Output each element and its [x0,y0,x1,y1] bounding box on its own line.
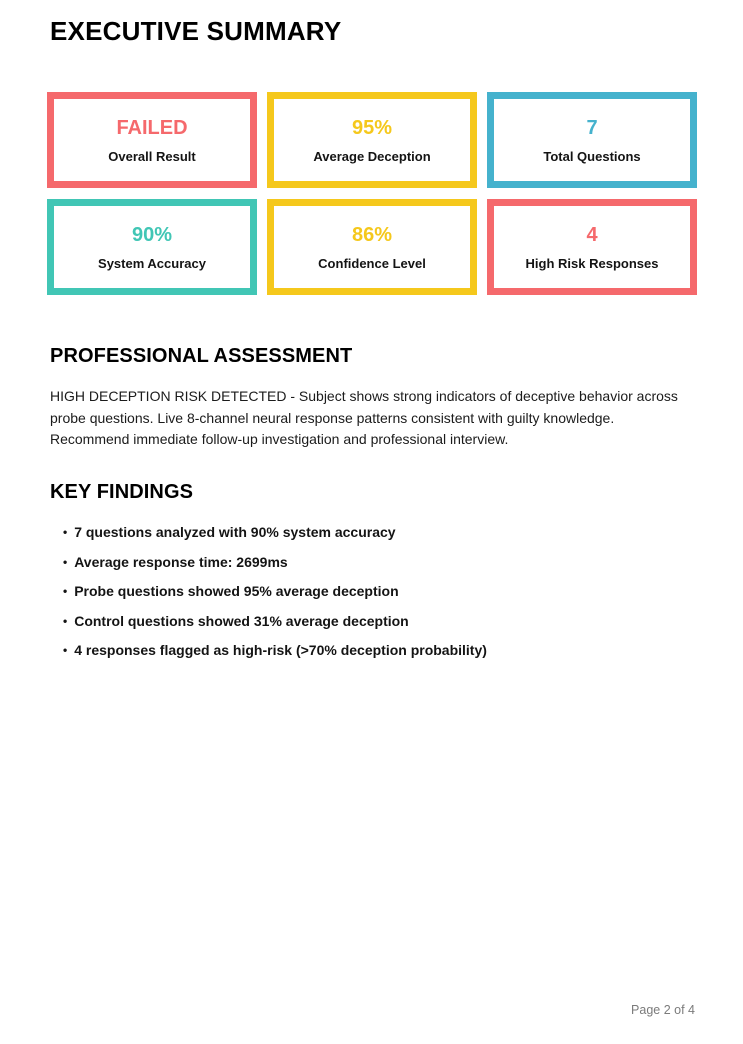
stat-label: Overall Result [108,148,196,164]
stat-value: 7 [586,116,598,139]
stat-card-overall-result [47,92,257,188]
stat-card-confidence-level [267,199,477,295]
stat-label: Confidence Level [318,255,426,271]
page-number: Page 2 of 4 [631,1003,695,1017]
page-title: EXECUTIVE SUMMARY [50,16,342,46]
finding-item: • 4 responses flagged as high-risk (>70% deception probability) [63,642,683,660]
stat-value: 86% [351,223,393,246]
stat-card-system-accuracy [47,199,257,295]
assessment-body-text: HIGH DECEPTION RISK DETECTED - Subject shows strong indicators of deceptive behavior across probe questions. Live 8-channel neural response patterns consistent with guilty knowledge. Recommend immediate follow-up investigation and professional interview. [50,388,678,447]
stat-label: System Accuracy [98,255,206,271]
stat-label: High Risk Responses [525,255,659,271]
finding-item: • Average response time: 2699ms [63,554,683,572]
stat-value: 90% [131,223,173,246]
finding-item: • Control questions showed 31% average deception [63,613,683,631]
stat-value: 95% [351,116,393,139]
stat-value: FAILED [116,116,188,139]
stat-card-total-questions [487,92,697,188]
finding-item: • 7 questions analyzed with 90% system accuracy [63,524,683,542]
stat-value: 4 [586,223,598,246]
assessment-section-heading: PROFESSIONAL ASSESSMENT [50,345,353,367]
stat-card-grid [47,92,697,295]
findings-section-heading: KEY FINDINGS [50,481,194,503]
stat-label: Total Questions [543,148,641,164]
stat-card-average-deception [267,92,477,188]
finding-item: • Probe questions showed 95% average deception [63,583,683,601]
findings-list [63,524,683,672]
stat-card-high-risk-responses [487,199,697,295]
stat-label: Average Deception [313,148,431,164]
